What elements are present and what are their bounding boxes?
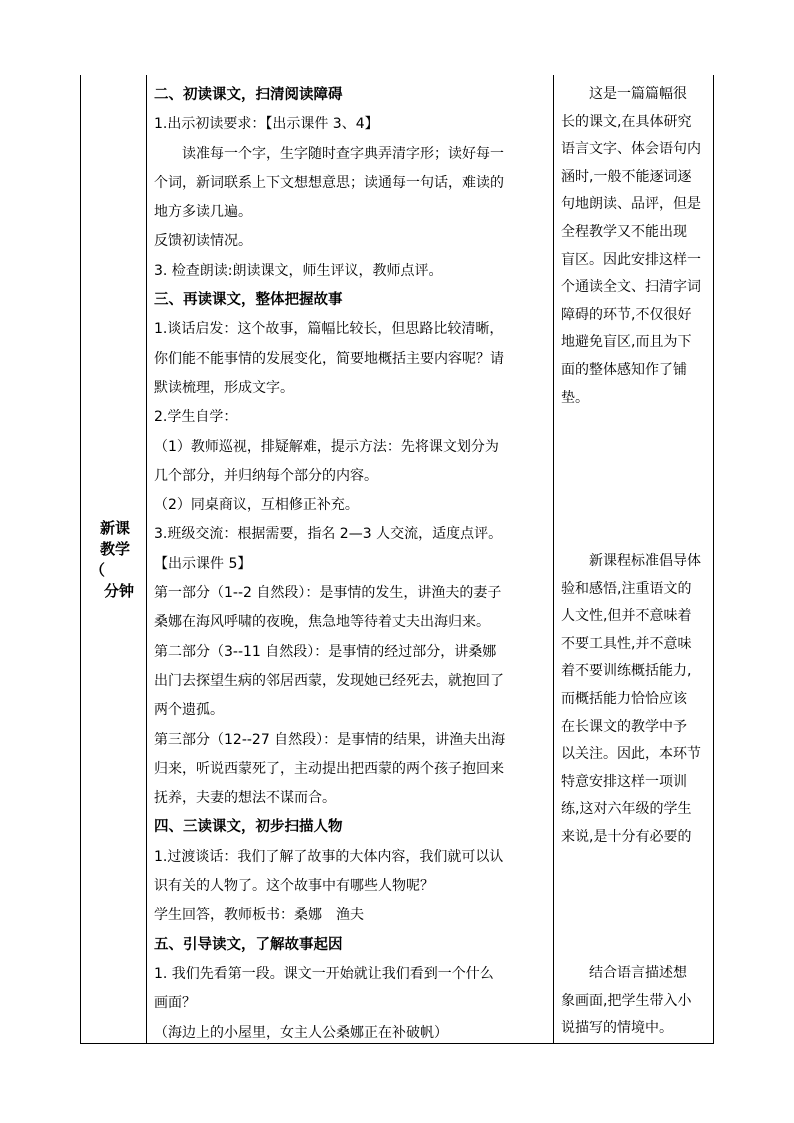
content-line: 抚养，夫妻的想法不谋而合。	[154, 790, 336, 807]
content-line: 桑娜在海风呼啸的夜晚，焦急地等待着丈夫出海归来。	[154, 614, 490, 631]
note-line: 以关注。因此，本环节	[561, 746, 701, 763]
content-line: 地方多读几遍。	[154, 204, 252, 221]
note-line: 而概括能力恰恰应该	[561, 690, 687, 707]
note-line: 来说,是十分有必要的	[561, 828, 692, 845]
section-label-cell	[90, 518, 144, 602]
note-line: 长的课文,在具体研究	[561, 113, 692, 130]
content-line: （2）同桌商议，互相修正补充。	[154, 497, 359, 514]
content-line: 默读梳理，形成文字。	[154, 379, 294, 396]
content-line: 1.谈话启发：这个故事，篇幅比较长，但思路比较清晰，	[154, 321, 504, 338]
content-line: 两个遗孤。	[154, 702, 224, 719]
content-line: 学生回答，教师板书：桑娜 渔夫	[154, 907, 364, 924]
note-line: 地避免盲区,而且为下	[561, 334, 692, 351]
content-line: 第二部分（3--11 自然段）：是事情的经过部分，讲桑娜	[154, 643, 497, 660]
content-line: 归来，听说西蒙死了，主动提出把西蒙的两个孩子抱回来	[154, 760, 504, 777]
note-line: 全程教学又不能出现	[561, 223, 687, 240]
note-line: 垫。	[561, 389, 589, 406]
note-line: 新课程标准倡导体	[561, 553, 701, 569]
content-line: （海边上的小屋里，女主人公桑娜正在补破帆）	[154, 1024, 448, 1041]
note-line: 语言文字、体会语句内	[561, 141, 701, 158]
note-line: 练,这对六年级的学生	[561, 801, 692, 818]
content-line: 第一部分（1--2 自然段）：是事情的发生，讲渔夫的妻子	[154, 585, 502, 602]
content-line: 出门去探望生病的邻居西蒙，发现她已经死去，就抱回了	[154, 672, 504, 689]
content-line: 读准每一个字，生字随时查字典弄清字形；读好每一	[154, 145, 504, 162]
table-border-right	[713, 75, 714, 1043]
content-line: 3.班级交流：根据需要，指名 2—3 人交流，适度点评。	[154, 526, 503, 543]
note-line: 着不要训练概括能力,	[561, 663, 692, 680]
section-label-line: 教学	[100, 540, 131, 558]
note-line: 象画面,把学生带入小	[561, 992, 692, 1009]
note-line: 面的整体感知作了铺	[561, 361, 687, 378]
content-line: 你们能不能事情的发展变化，简要地概括主要内容呢？请	[154, 350, 504, 367]
content-cell	[154, 81, 552, 1048]
table-border-col1	[146, 75, 147, 1043]
content-line: （1）教师巡视，排疑解难，提示方法：先将课文划分为	[154, 438, 499, 455]
content-line: 第三部分（12--27 自然段）：是事情的结果，讲渔夫出海	[154, 731, 506, 748]
section-label-line: （	[90, 561, 106, 579]
content-line: 3. 检查朗读:朗读课文，师生评议，教师点评。	[154, 262, 443, 279]
content-line: 1.过渡谈话：我们了解了故事的大体内容，我们就可以认	[154, 848, 504, 865]
table-border-left	[80, 75, 81, 1043]
heading-second-reading: 三、再读课文，整体把握故事	[154, 292, 343, 309]
note-line: 特意安排这样一项训	[561, 773, 687, 790]
content-line: 画面？	[154, 995, 196, 1012]
note-line: 说描写的情境中。	[561, 1020, 673, 1037]
heading-initial-reading: 二、初读课文，扫清阅读障碍	[154, 87, 343, 103]
content-line: 【出示课件 5】	[154, 555, 252, 572]
note-line: 在长课文的教学中予	[561, 718, 687, 735]
section-label-line: 新课	[100, 519, 131, 537]
note-line: 盲区。因此安排这样一	[561, 251, 701, 268]
note-line: 涵时,一般不能逐词逐	[561, 168, 692, 185]
content-line: 识有关的人物了。这个故事中有哪些人物呢？	[154, 878, 434, 895]
note-line: 人文性,但并不意味着	[561, 608, 692, 625]
heading-third-reading: 四、三读课文，初步扫描人物	[154, 819, 343, 836]
note-line: 这是一篇篇幅很	[561, 86, 687, 102]
note-line: 障碍的环节,不仅很好	[561, 306, 692, 323]
note-line: 不要工具性,并不意味	[561, 635, 692, 652]
note-block-1	[561, 81, 713, 412]
content-line: 几个部分，并归纳每个部分的内容。	[154, 467, 378, 484]
note-block-2	[561, 548, 713, 852]
content-line: 2.学生自学：	[154, 409, 238, 426]
heading-guided-reading: 五、引导读文，了解故事起因	[154, 936, 343, 953]
note-block-3	[561, 960, 713, 1043]
content-line: 1.出示初读要求：【出示课件 3、4】	[154, 116, 379, 133]
section-label-line: 分钟	[104, 582, 135, 600]
content-line: 1. 我们先看第一段。课文一开始就让我们看到一个什么	[154, 965, 494, 982]
note-line: 验和感悟,注重语文的	[561, 580, 692, 597]
note-line: 结合语言描述想	[561, 965, 687, 981]
note-line: 个通读全文、扫清字词	[561, 279, 701, 296]
content-line: 个词，新词联系上下文想想意思；读通每一句话，难读的	[154, 174, 504, 191]
table-border-col2	[553, 75, 554, 1043]
note-line: 句地朗读、品评，但是	[561, 196, 701, 213]
content-line: 反馈初读情况。	[154, 233, 252, 250]
